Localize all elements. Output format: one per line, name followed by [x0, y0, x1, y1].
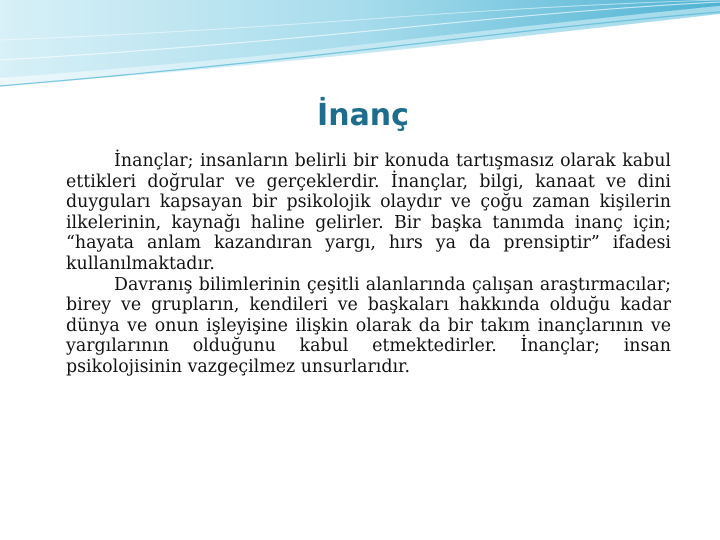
paragraph-1: İnançlar; insanların belirli bir konuda tartışmasız olarak kabul ettikleri doğrular ve gerçeklerdir. İnançlar, bilgi, kanaat ve dini duyguları kapsayan bir psikolojik olaydır ve çoğu zaman kişilerin ilkelerinin, kaynağı haline gelirler. Bir başka tanımda inanç için; “hayata anlam kazandıran yargı, hırs ya da prensiptir” ifadesi kullanılmaktadır.: [66, 151, 671, 274]
header-wave-decoration: [0, 0, 720, 90]
slide-body: [66, 151, 671, 378]
paragraph-2: Davranış bilimlerinin çeşitli alanlarında çalışan araştırmacılar; birey ve grupların, kendileri ve başkaları hakkında olduğu kadar dünya ve onun işleyişine ilişkin olarak da bir takım inançlarının ve yargılarının olduğunu kabul etmektedirler. İnançlar; insan psikolojisinin vazgeçilmez unsurlarıdır.: [66, 274, 671, 377]
wave-band-main: [0, 0, 720, 78]
slide-title: İnanç: [317, 98, 409, 133]
